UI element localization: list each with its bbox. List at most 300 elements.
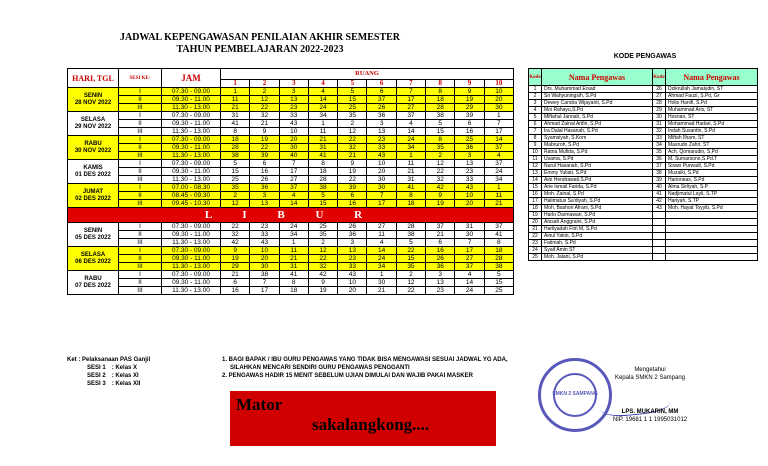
nama-cell <box>666 240 758 247</box>
schedule-row <box>68 184 514 192</box>
kode-cell: 27 <box>653 93 666 100</box>
nama-cell: Miftahul Jannah, S.Pd <box>542 114 653 121</box>
ruang-number: 4 <box>308 79 337 87</box>
jam-cell: 07.30 - 09.00 <box>162 223 221 231</box>
schedule-row <box>68 144 514 152</box>
sign-line-1: Mengetahui <box>634 367 666 373</box>
ruang-cell: 9 <box>426 192 455 200</box>
ruang-cell: 30 <box>279 144 308 152</box>
motto-banner <box>230 391 496 446</box>
ruang-cell: 6 <box>250 160 279 168</box>
ruang-cell: 24 <box>484 168 513 176</box>
jam-cell: 11.30 - 13.00 <box>162 176 221 184</box>
ruang-number: 9 <box>455 79 484 87</box>
kode-cell <box>653 240 666 247</box>
jam-cell: 09.30 - 11.00 <box>162 144 221 152</box>
pengawas-row <box>529 156 758 163</box>
header-hari: HARI, TGL <box>68 69 119 88</box>
ruang-cell: 30 <box>455 231 484 239</box>
ruang-cell: 27 <box>396 104 425 112</box>
ruang-cell: 6 <box>426 239 455 247</box>
kode-cell <box>653 219 666 226</box>
nama-cell: Moh. Hayat Toyyib, S.Pd <box>666 205 758 212</box>
kode-pengawas-title: KODE PENGAWAS <box>613 53 677 60</box>
sesi-cell: II <box>119 144 162 152</box>
ruang-cell: 6 <box>338 192 367 200</box>
ket-sesi-label: SESI 1 <box>87 365 106 371</box>
ruang-cell: 22 <box>308 255 337 263</box>
ruang-cell: 26 <box>367 104 396 112</box>
schedule-row <box>68 263 514 271</box>
ruang-cell: 5 <box>338 88 367 96</box>
ruang-cell: 32 <box>221 231 250 239</box>
day-name: KAMIS <box>83 165 103 171</box>
kode-cell: 43 <box>653 205 666 212</box>
ruang-cell: 28 <box>221 144 250 152</box>
ruang-cell: 24 <box>367 255 396 263</box>
kode-cell: 40 <box>653 184 666 191</box>
ruang-cell: 16 <box>221 287 250 295</box>
schedule-row <box>68 223 514 231</box>
ruang-cell: 13 <box>455 160 484 168</box>
ruang-cell: 21 <box>367 287 396 295</box>
ruang-cell: 43 <box>455 184 484 192</box>
sesi-cell: II <box>119 279 162 287</box>
pengawas-row <box>529 254 758 261</box>
day-name: SENIN <box>83 228 103 234</box>
kode-cell: 8 <box>529 135 542 142</box>
ruang-cell: 14 <box>455 279 484 287</box>
kode-cell: 11 <box>529 156 542 163</box>
ruang-cell: 4 <box>396 120 425 128</box>
ruang-cell: 9 <box>308 279 337 287</box>
ruang-cell: 21 <box>426 231 455 239</box>
motto-line-2: sakalangkong.... <box>312 415 430 434</box>
ruang-cell: 32 <box>250 112 279 120</box>
ruang-cell: 41 <box>484 231 513 239</box>
ruang-cell: 22 <box>396 247 425 255</box>
sesi-cell: III <box>119 104 162 112</box>
jam-cell: 11.30 - 13.00 <box>162 128 221 136</box>
ruang-cell: 32 <box>338 144 367 152</box>
ruang-cell: 42 <box>426 184 455 192</box>
note-1b: SILAHKAN MENCARI SENDIRI GURU PENGAWAS PENGGANTI <box>230 365 410 371</box>
kode-cell: 23 <box>529 240 542 247</box>
ruang-cell: 18 <box>426 96 455 104</box>
ruang-cell: 6 <box>221 279 250 287</box>
nama-cell: Alma Sirliyah, S.P <box>666 184 758 191</box>
nama-cell: Ainul Yakin, S.Pd <box>542 233 653 240</box>
ket-sesi-kelas: : Kelas X <box>111 365 138 371</box>
ruang-cell: 15 <box>484 279 513 287</box>
ruang-cell: 22 <box>250 104 279 112</box>
sesi-cell: II <box>119 168 162 176</box>
ket-title: Ket : Pelaksanaan PAS Ganjil <box>67 357 151 363</box>
ruang-cell: 35 <box>308 231 337 239</box>
ruang-cell: 2 <box>426 152 455 160</box>
kode-cell: 38 <box>653 170 666 177</box>
ruang-cell: 16 <box>250 168 279 176</box>
day-date: 28 NOV 2022 <box>74 99 112 106</box>
ruang-cell: 25 <box>308 223 337 231</box>
ruang-cell: 27 <box>367 223 396 231</box>
ruang-cell: 36 <box>367 112 396 120</box>
sesi-cell: III <box>119 263 162 271</box>
day-cell <box>68 112 119 136</box>
ket-sesi-label: SESI 2 <box>87 373 106 379</box>
jam-cell: 09.30 - 11.00 <box>162 231 221 239</box>
sesi-cell: I <box>119 247 162 255</box>
ruang-cell: 37 <box>455 263 484 271</box>
ruang-cell: 33 <box>250 231 279 239</box>
ruang-cell: 27 <box>279 176 308 184</box>
ruang-cell: 2 <box>308 239 337 247</box>
ruang-cell: 30 <box>367 184 396 192</box>
ruang-cell: 26 <box>426 255 455 263</box>
ruang-cell: 28 <box>396 223 425 231</box>
ruang-cell: 10 <box>367 160 396 168</box>
pengawas-row <box>529 100 758 107</box>
ruang-cell: 35 <box>426 144 455 152</box>
nama-cell: Moh. Zainal, S.Pd <box>542 191 653 198</box>
sign-name: LPS. MUKARIN, MM <box>621 409 679 415</box>
ruang-cell: 22 <box>338 136 367 144</box>
kode-cell: 18 <box>529 205 542 212</box>
day-cell <box>68 271 119 295</box>
ruang-cell: 14 <box>396 128 425 136</box>
ruang-cell: 10 <box>279 128 308 136</box>
kode-cell: 16 <box>529 191 542 198</box>
jam-cell: 07.30 - 09.00 <box>162 88 221 96</box>
ruang-cell: 3 <box>338 239 367 247</box>
ruang-cell: 10 <box>250 247 279 255</box>
kode-cell <box>653 254 666 261</box>
ruang-cell: 23 <box>426 287 455 295</box>
nama-cell: Harlo Darmawan, S.Pd <box>542 212 653 219</box>
title-year: TAHUN PEMBELAJARAN 2022-2023 <box>176 44 344 55</box>
nama-cell <box>666 247 758 254</box>
day-name: SELASA <box>80 117 106 123</box>
nama-cell: Mohammad Hadari, S.Pd <box>666 121 758 128</box>
ruang-number: 3 <box>279 79 308 87</box>
ruang-cell: 34 <box>396 144 425 152</box>
day-name: RABU <box>84 141 102 147</box>
ruang-cell: 33 <box>338 263 367 271</box>
pengawas-row <box>529 86 758 93</box>
nama-cell: Masrudo Zahri, ST <box>666 142 758 149</box>
nama-cell: Aini Hendrawati,S.Pd <box>542 177 653 184</box>
kode-cell: 34 <box>653 142 666 149</box>
ruang-cell: 43 <box>338 271 367 279</box>
ruang-cell: 20 <box>484 96 513 104</box>
schedule-row <box>68 128 514 136</box>
schedule-row <box>68 168 514 176</box>
nama-cell: Ahmad Fauzi, S.Pd, Gr <box>666 93 758 100</box>
ruang-cell: 19 <box>338 168 367 176</box>
ruang-cell: 11 <box>308 128 337 136</box>
nama-cell <box>666 219 758 226</box>
note-1a: BAGI BAPAK / IBU GURU PENGAWAS YANG TIDAK BISA MENGAWASI SESUAI JADWAL YG ADA, <box>228 357 508 363</box>
ruang-cell: 13 <box>279 96 308 104</box>
sesi-cell: III <box>119 152 162 160</box>
ruang-cell: 5 <box>426 120 455 128</box>
pengawas-row <box>529 121 758 128</box>
day-cell <box>68 223 119 247</box>
pengawas-row <box>529 240 758 247</box>
ruang-cell: 12 <box>308 247 337 255</box>
nama-cell: Muhammad Aris, ST <box>666 107 758 114</box>
ruang-cell: 9 <box>455 88 484 96</box>
ruang-cell: 13 <box>250 200 279 208</box>
ruang-cell: 21 <box>279 255 308 263</box>
kode-cell: 3 <box>529 100 542 107</box>
nama-cell: Ahmad Zainal Arifin, S.Pd <box>542 121 653 128</box>
ruang-cell: 31 <box>396 176 425 184</box>
jam-cell: 09.45 - 10.30 <box>162 200 221 208</box>
ruang-cell: 36 <box>338 231 367 239</box>
ruang-cell: 33 <box>455 176 484 184</box>
ruang-cell: 36 <box>455 144 484 152</box>
ruang-cell: 2 <box>338 120 367 128</box>
ruang-cell: 37 <box>367 96 396 104</box>
kode-cell: 10 <box>529 149 542 156</box>
ruang-cell: 21 <box>250 120 279 128</box>
ruang-cell: 21 <box>308 136 337 144</box>
sign-nip: NIP. 19681 1 1 1995031012 <box>612 417 688 423</box>
ruang-cell: 19 <box>250 136 279 144</box>
kode-cell: 1 <box>529 86 542 93</box>
ruang-cell: 23 <box>338 255 367 263</box>
nama-cell: Indah Susantin, S.Pd <box>666 128 758 135</box>
ruang-cell: 14 <box>308 96 337 104</box>
jam-cell: 09.30 - 11.00 <box>162 168 221 176</box>
jam-cell: 07.30 - 09.00 <box>162 160 221 168</box>
pengawas-row <box>529 135 758 142</box>
schedule-row <box>68 239 514 247</box>
ruang-cell: 42 <box>308 271 337 279</box>
kode-cell: 9 <box>529 142 542 149</box>
ruang-number: 8 <box>426 79 455 87</box>
kode-cell: 2 <box>529 93 542 100</box>
ket-sesi-kelas: : Kelas XI <box>111 373 139 379</box>
header-ruang: RUANG <box>221 69 514 80</box>
ruang-cell: 14 <box>279 200 308 208</box>
libur-banner: L I B U R <box>68 208 514 223</box>
ruang-cell: 30 <box>250 263 279 271</box>
schedule-row <box>68 231 514 239</box>
nama-cell: Dewey Candra Wijayanti, S.Pd <box>542 100 653 107</box>
ruang-cell: 32 <box>426 176 455 184</box>
sesi-cell: III <box>119 200 162 208</box>
sesi-cell: III <box>119 287 162 295</box>
jam-cell: 07.00 - 08.30 <box>162 184 221 192</box>
ruang-cell: 15 <box>426 128 455 136</box>
nama-cell: Miftah Ilham, ST <box>666 135 758 142</box>
ruang-cell: 3 <box>367 120 396 128</box>
sesi-cell: I <box>119 136 162 144</box>
ruang-cell: 35 <box>396 263 425 271</box>
ruang-number: 1 <box>221 79 250 87</box>
kode-cell: 13 <box>529 170 542 177</box>
ruang-cell: 5 <box>484 271 513 279</box>
jam-cell: 09.30 - 11.00 <box>162 279 221 287</box>
ruang-cell: 37 <box>396 112 425 120</box>
schedule-row <box>68 247 514 255</box>
ruang-cell: 12 <box>221 200 250 208</box>
kode-cell: 39 <box>653 177 666 184</box>
ruang-cell: 3 <box>279 88 308 96</box>
ruang-cell: 9 <box>338 160 367 168</box>
ruang-cell: 25 <box>221 176 250 184</box>
kode-cell: 26 <box>653 86 666 93</box>
nama-cell: Ach. Qomarudin, S.Pd <box>666 149 758 156</box>
ruang-cell: 13 <box>426 279 455 287</box>
sesi-cell: I <box>119 88 162 96</box>
sign-line-2: Kepala SMKN 2 Sampang <box>614 375 686 381</box>
ruang-cell: 11 <box>396 160 425 168</box>
ruang-cell: 37 <box>426 223 455 231</box>
kode-cell: 14 <box>529 177 542 184</box>
ruang-cell: 6 <box>455 120 484 128</box>
nama-cell: Nurul Hasanah, S.Pd <box>542 163 653 170</box>
ruang-cell: 39 <box>455 112 484 120</box>
ruang-cell: 38 <box>221 152 250 160</box>
ruang-cell: 18 <box>308 168 337 176</box>
ruang-cell: 7 <box>367 192 396 200</box>
ruang-cell: 1 <box>484 112 513 120</box>
ruang-cell: 1 <box>221 88 250 96</box>
ruang-cell: 8 <box>279 279 308 287</box>
ruang-cell: 31 <box>221 112 250 120</box>
ruang-cell: 19 <box>426 200 455 208</box>
notes: 1. BAGI BAPAK / IBU GURU PENGAWAS YANG TIDAK BISA MENGAWASI SESUAI JADWAL YG ADA, SILAHKAN MENCARI SENDIRI GURU PENGAWAS PENGGANTI 2. PENGAWAS HADIR 15 MENIT SEBELUM UJIAN DIMULAI DAN WAJIB PAKAI MASKER <box>222 356 542 380</box>
kode-cell: 20 <box>529 219 542 226</box>
pengawas-row <box>529 114 758 121</box>
ruang-cell: 30 <box>484 104 513 112</box>
ruang-cell: 4 <box>367 239 396 247</box>
ket-sesi-row <box>67 372 150 380</box>
ruang-cell: 13 <box>338 247 367 255</box>
kode-cell: 15 <box>529 184 542 191</box>
ruang-cell: 22 <box>221 223 250 231</box>
ruang-cell: 37 <box>484 144 513 152</box>
schedule-row <box>68 152 514 160</box>
jam-cell: 09.30 - 11.00 <box>162 255 221 263</box>
ruang-number: 2 <box>250 79 279 87</box>
kode-cell: 28 <box>653 100 666 107</box>
nama-cell: Nadjimatul Layli, S.TP <box>666 191 758 198</box>
ruang-cell: 19 <box>221 255 250 263</box>
ruang-cell: 8 <box>484 239 513 247</box>
pengawas-row <box>529 233 758 240</box>
sesi-cell: III <box>119 128 162 136</box>
ruang-cell: 23 <box>250 223 279 231</box>
pengawas-row <box>529 205 758 212</box>
jam-cell: 11.30 - 13.00 <box>162 239 221 247</box>
ruang-cell: 7 <box>250 279 279 287</box>
pengawas-row <box>529 128 758 135</box>
ruang-cell: 21 <box>396 168 425 176</box>
ruang-cell: 1 <box>484 184 513 192</box>
schedule-row <box>68 160 514 168</box>
ruang-cell: 34 <box>279 231 308 239</box>
ruang-cell: 41 <box>221 120 250 128</box>
ruang-cell: 28 <box>426 104 455 112</box>
nama-cell: Holis Hanifi, S.Pd <box>666 100 758 107</box>
ruang-cell: 22 <box>426 168 455 176</box>
ruang-cell: 17 <box>250 287 279 295</box>
schedule-row <box>68 96 514 104</box>
nama-cell: Dzikrullah Jamaludin, ST <box>666 86 758 93</box>
nama-cell: Hariyah, S.TP <box>666 198 758 205</box>
ruang-cell: 8 <box>426 88 455 96</box>
jam-cell: 08.45 - 09.30 <box>162 192 221 200</box>
ruang-cell: 38 <box>250 271 279 279</box>
pengawas-row <box>529 247 758 254</box>
kode-cell: 29 <box>653 107 666 114</box>
ruang-cell: 15 <box>338 96 367 104</box>
ruang-cell: 7 <box>484 120 513 128</box>
schedule-table <box>67 68 514 295</box>
ruang-cell: 34 <box>484 176 513 184</box>
ruang-cell: 4 <box>484 152 513 160</box>
nama-cell: Ratna Mufida, S.Pd <box>542 149 653 156</box>
ruang-cell: 4 <box>308 88 337 96</box>
kode-cell: 7 <box>529 128 542 135</box>
ruang-cell: 8 <box>221 128 250 136</box>
ruang-cell: 23 <box>455 168 484 176</box>
ruang-cell: 13 <box>367 128 396 136</box>
kode-cell: 22 <box>529 233 542 240</box>
nama-cell: Arie Ismail Farida, S.Pd <box>542 184 653 191</box>
ruang-cell: 25 <box>484 287 513 295</box>
ruang-cell: 31 <box>308 144 337 152</box>
nama-cell <box>666 233 758 240</box>
kode-cell: 35 <box>653 149 666 156</box>
ruang-cell: 38 <box>426 112 455 120</box>
kode-pengawas-table <box>528 68 758 261</box>
ruang-cell: 12 <box>338 128 367 136</box>
ruang-number: 5 <box>338 79 367 87</box>
ruang-cell: 1 <box>279 239 308 247</box>
day-date: 01 DES 2022 <box>75 171 111 178</box>
kode-cell: 19 <box>529 212 542 219</box>
ruang-cell: 30 <box>367 279 396 287</box>
ruang-cell: 38 <box>484 263 513 271</box>
day-cell <box>68 136 119 160</box>
kode-cell: 37 <box>653 163 666 170</box>
ruang-cell: 7 <box>396 88 425 96</box>
stamp-text: SMKN 2 SAMPANG <box>552 391 598 397</box>
nama-header-1: Nama Pengawas <box>542 69 653 86</box>
sesi-cell: II <box>119 192 162 200</box>
nama-cell: Syamsiyah, S.Kom <box>542 135 653 142</box>
ruang-cell: 26 <box>338 223 367 231</box>
nama-cell <box>666 254 758 261</box>
nama-cell: Ira Dalal Hasanah, S.Pd <box>542 128 653 135</box>
ruang-cell: 3 <box>455 152 484 160</box>
ruang-cell: 35 <box>338 112 367 120</box>
pengawas-row <box>529 142 758 149</box>
nama-cell: Moh. Bashori Afrani, S.Pd <box>542 205 653 212</box>
schedule-row <box>68 279 514 287</box>
schedule-row <box>68 104 514 112</box>
ruang-cell: 36 <box>250 184 279 192</box>
ruang-cell: 9 <box>221 247 250 255</box>
sesi-cell: I <box>119 271 162 279</box>
ruang-cell: 33 <box>367 144 396 152</box>
kode-cell: 6 <box>529 121 542 128</box>
